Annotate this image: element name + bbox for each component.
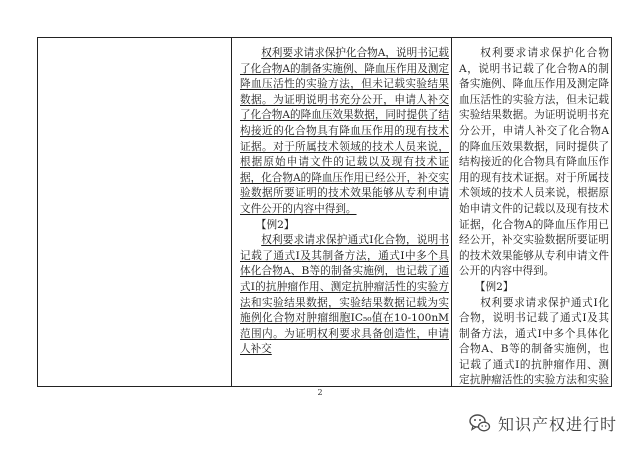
wechat-icon [468,411,492,435]
example2-heading: 【例2】 [474,280,514,293]
original-text-column [456,46,612,386]
comparison-table [37,37,612,387]
page-number: 2 [317,388,323,397]
watermark-text: 知识产权进行时 [498,414,618,434]
example2-heading: 【例2】 [255,218,295,231]
example1-paragraph: 权利要求请求保护化合物A，说明书记载了化合物A的制备实施例、降血压作用及测定降血压活性的实验方法，但未记载实验结果数据。为证明说明书充分公开，申请人补交了化合物A的降血压效果数据，同时提供了结构接近的化合物具有降血压作用的现有技术证据。对于所属技术领域的技术人员来说，根据原始申请文件的记载以及现有技术证据，化合物A的降血压作用已经公开，补交实验数据所要证明的技术效果能够从专利申请文件公开的内容中得到。 [459,47,609,278]
revised-text-column [236,46,453,386]
wechat-watermark [468,410,617,436]
example1-paragraph: 权利要求请求保护化合物A，说明书记载了化合物A的制备实施例、降血压作用及测定降血压活性的实验方法，但未记载实验结果数据。为证明说明书充分公开，申请人补交了化合物A的降血压效果数据，同时提供了结构接近的化合物具有降血压作用的现有技术证据。对于所属技术领域的技术人员来说，根据原始申请文件的记载以及现有技术证据，化合物A的降血压作用已经公开，补交实验数据所要证明的技术效果能够从专利申请文件公开的内容中得到。 [240,47,449,215]
example2-paragraph: 权利要求请求保护通式I化合物，说明书记载了通式I及其制备方法，通式I中多个具体化合物A、B等的制备实施例，也记载了通式I的抗肿瘤作用、测定抗肿瘤活性的实验方法和实验 [459,296,609,386]
column-divider-left [231,38,232,386]
example2-paragraph: 权利要求请求保护通式I化合物，说明书记载了通式I及其制备方法，通式I中多个具体化合物A、B等的制备实施例，也记载了通式I的抗肿瘤作用、测定抗肿瘤活性的实验方法和实验结果数据，实验结果数据记载为实施例化合物对肿瘤细胞IC₅₀值在10-100nM范围内。为证明权利要求具备创造性，申请人补交 [240,234,449,356]
